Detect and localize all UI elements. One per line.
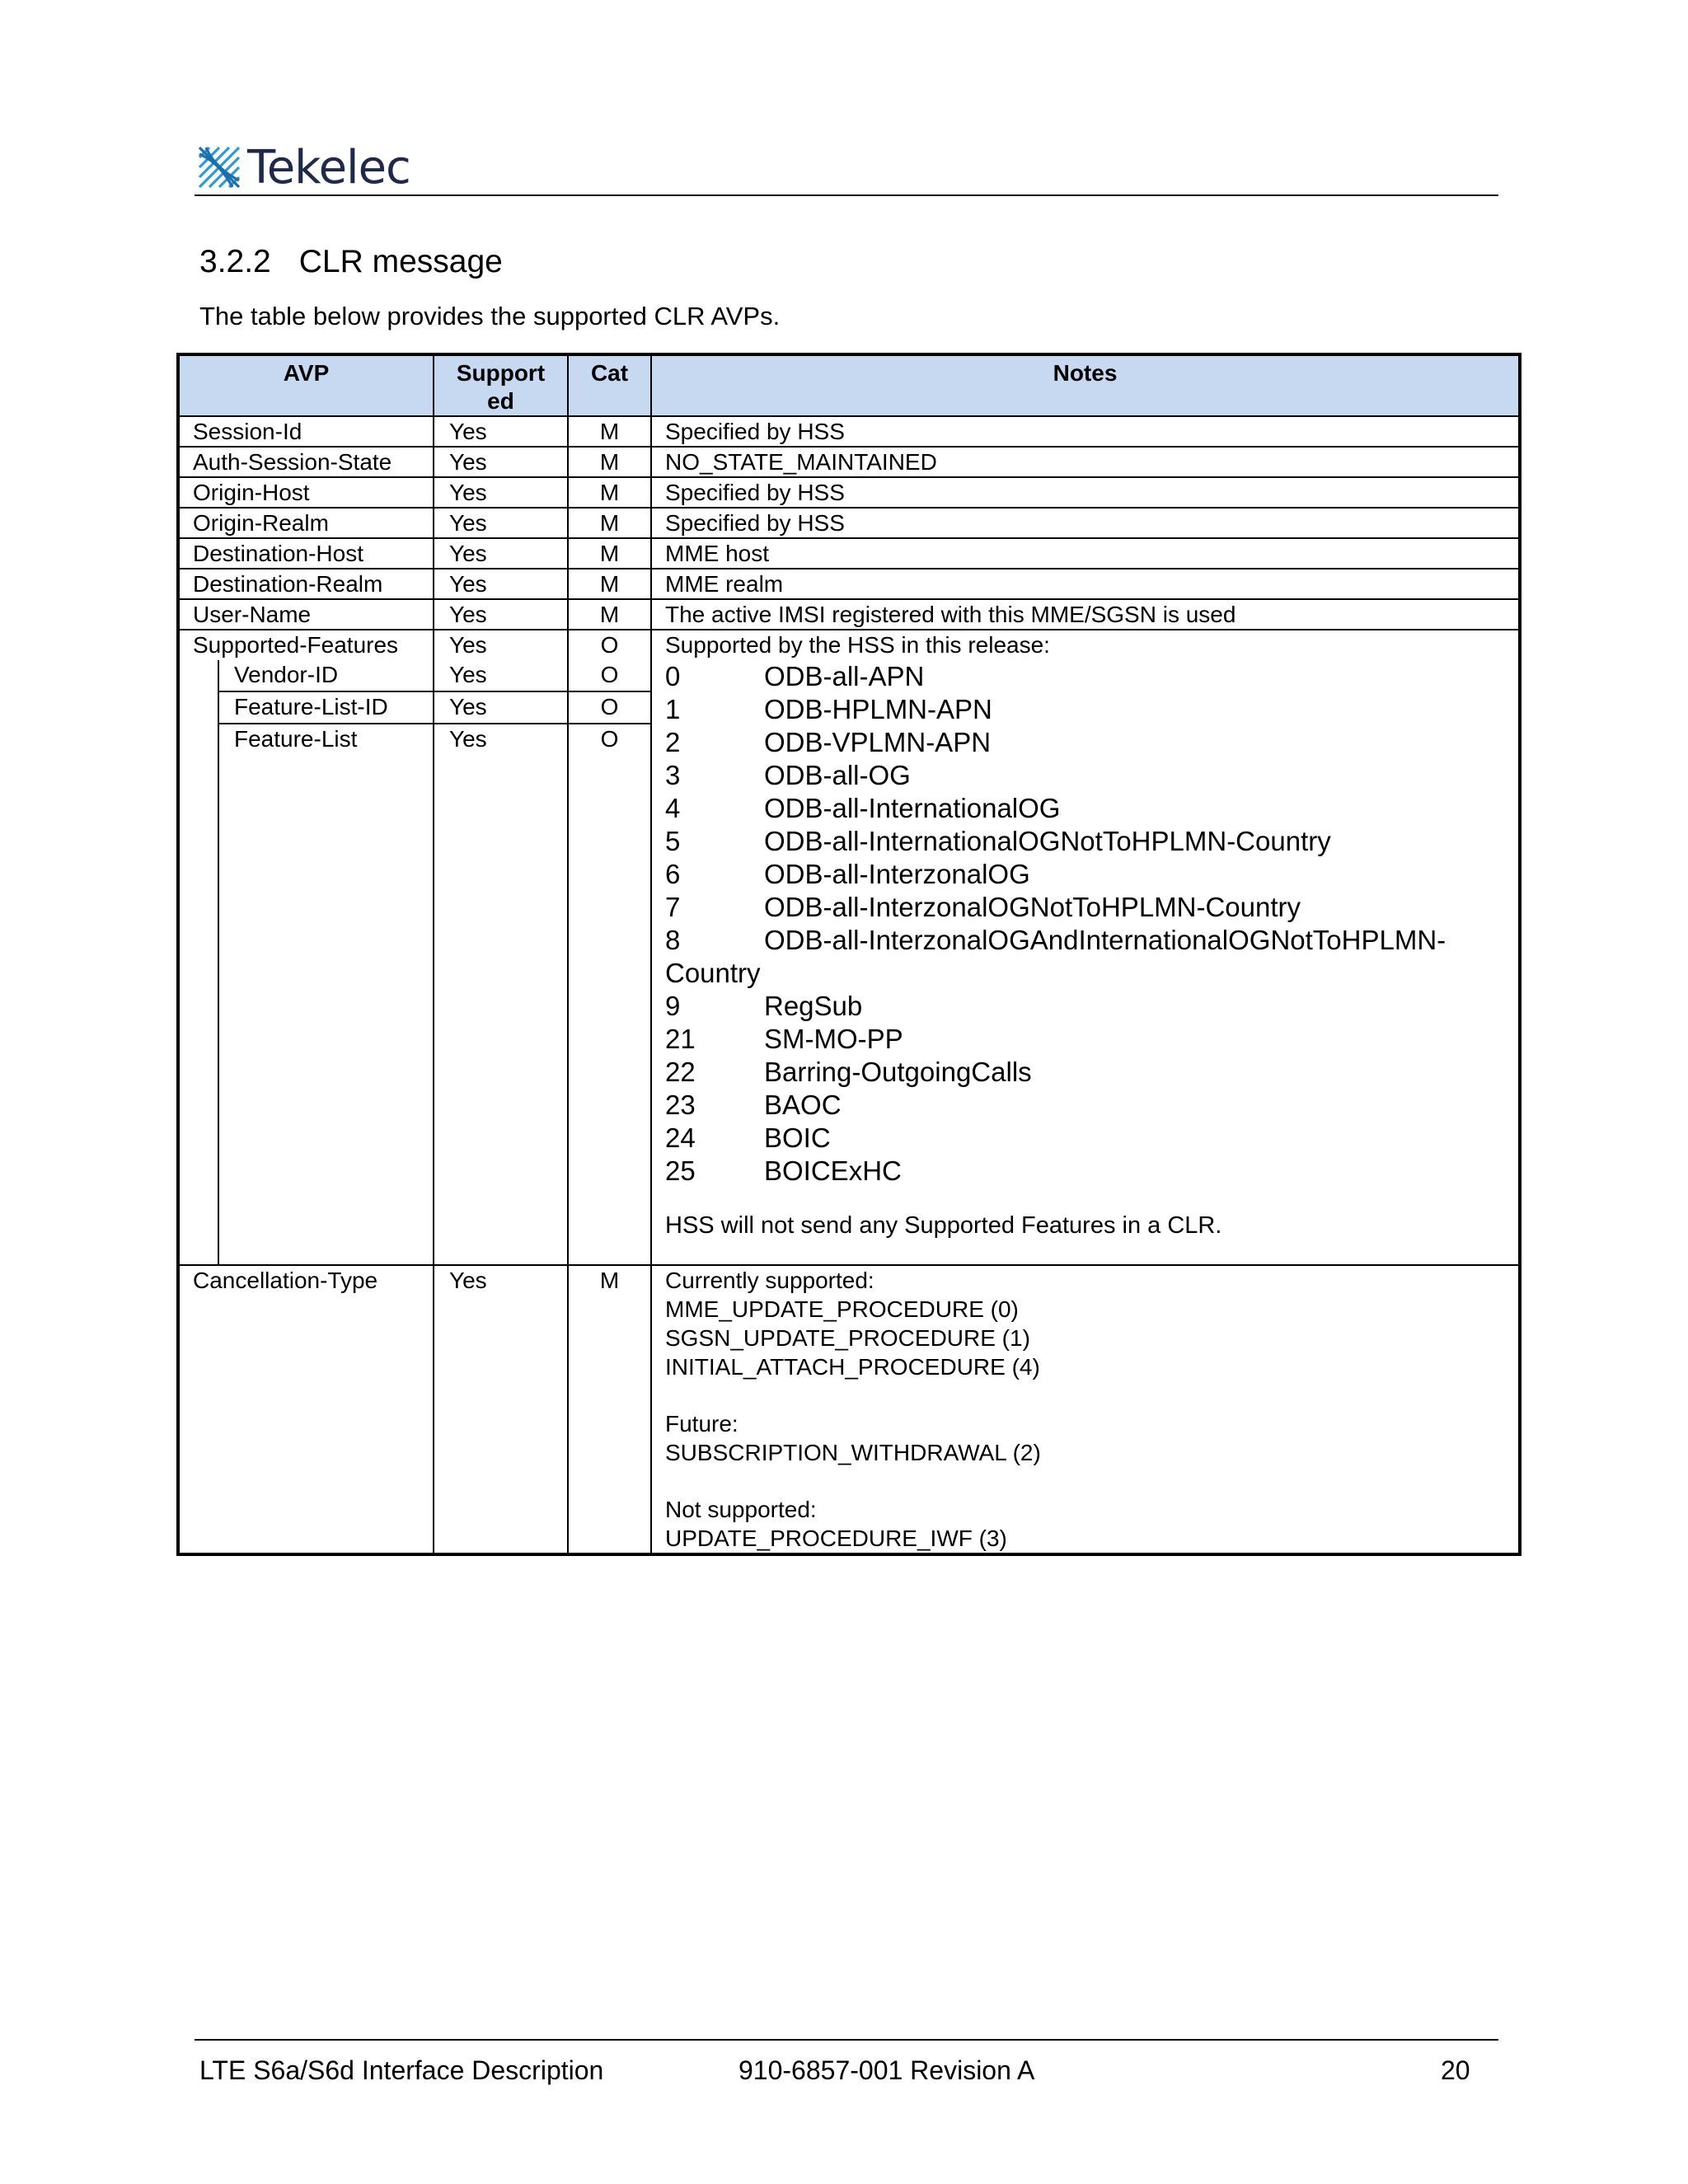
avp-cell: User-Name <box>178 599 434 630</box>
avp-cell: Origin-Host <box>178 477 434 508</box>
notes-cell <box>651 1265 1520 1554</box>
future-label: Future: <box>665 1411 738 1436</box>
feature-item <box>665 693 1518 726</box>
table-row <box>178 508 1520 538</box>
feature-item <box>665 825 1518 858</box>
notes-cell: The active IMSI registered with this MME/SGSN is used <box>651 599 1520 630</box>
cat-cell: M <box>568 1265 651 1554</box>
feature-name: RegSub <box>764 991 863 1021</box>
avp-name: Supported-Features <box>193 632 399 658</box>
notes-cell <box>651 630 1520 1265</box>
cat-cell: M <box>568 416 651 447</box>
section-heading <box>199 244 503 280</box>
sub-avp-cat: O <box>600 726 619 752</box>
sub-avp-name: Feature-List-ID <box>219 692 433 724</box>
feature-code: 23 <box>665 1090 696 1120</box>
feature-name: ODB-all-APN <box>764 661 925 691</box>
feature-code: 1 <box>665 694 681 724</box>
avp-cell: Destination-Host <box>178 538 434 569</box>
sub-supported-list <box>434 660 567 755</box>
feature-code: 5 <box>665 826 681 856</box>
future-item: SUBSCRIPTION_WITHDRAWAL (2) <box>665 1440 1041 1465</box>
supported-cell: Yes <box>434 477 568 508</box>
cat-cell: M <box>568 447 651 477</box>
sub-avp-name: Vendor-ID <box>219 660 433 692</box>
sub-avp-supported: Yes <box>434 692 567 724</box>
sub-cat-list <box>569 660 650 755</box>
feature-item <box>665 726 1518 759</box>
avp-cell <box>178 630 434 1265</box>
feature-name: BOIC <box>764 1122 831 1153</box>
avp-cell: Destination-Realm <box>178 569 434 599</box>
cat-cell: M <box>568 508 651 538</box>
feature-name: ODB-all-InterzonalOGAndInternationalOGNotToHPLMN- <box>764 925 1447 955</box>
feature-code: 24 <box>665 1122 696 1153</box>
tekelec-logo-icon <box>198 146 241 189</box>
notes-cell: Specified by HSS <box>651 508 1520 538</box>
company-logo <box>198 140 410 194</box>
feature-name: BOICExHC <box>764 1155 902 1186</box>
feature-item <box>665 990 1518 1023</box>
currently-item: SGSN_UPDATE_PROCEDURE (1) <box>665 1325 1030 1351</box>
table-row <box>178 569 1520 599</box>
feature-name: ODB-HPLMN-APN <box>764 694 992 724</box>
feature-name: ODB-all-InternationalOG <box>764 793 1061 823</box>
currently-item: INITIAL_ATTACH_PROCEDURE (4) <box>665 1354 1040 1380</box>
supported-cell: Yes <box>434 569 568 599</box>
table-row <box>178 538 1520 569</box>
table-row-cancellation-type <box>178 1265 1520 1554</box>
features-closing-note: HSS will not send any Supported Features in a CLR. <box>665 1212 1222 1239</box>
feature-name: ODB-VPLMN-APN <box>764 727 992 757</box>
section-title: CLR message <box>298 244 503 279</box>
supported-value: Yes <box>449 632 487 658</box>
feature-name: Barring-OutgoingCalls <box>764 1057 1032 1087</box>
feature-code: 4 <box>665 793 681 823</box>
feature-name: ODB-all-OG <box>764 760 911 790</box>
logo-text: Tekelec <box>247 140 410 194</box>
feature-item <box>665 1122 1518 1155</box>
supported-cell: Yes <box>434 1265 568 1554</box>
avp-cell: Cancellation-Type <box>178 1265 434 1554</box>
supported-cell: Yes <box>434 447 568 477</box>
currently-label: Currently supported: <box>665 1268 874 1293</box>
header-avp: AVP <box>178 354 434 416</box>
feature-item <box>665 759 1518 792</box>
supported-cell: Yes <box>434 416 568 447</box>
footer-divider <box>195 2039 1498 2041</box>
cat-cell: M <box>568 477 651 508</box>
feature-item <box>665 792 1518 825</box>
table-row <box>178 447 1520 477</box>
feature-code: 22 <box>665 1057 696 1087</box>
feature-code: 9 <box>665 991 681 1021</box>
currently-item: MME_UPDATE_PROCEDURE (0) <box>665 1296 1019 1322</box>
not-supported-label: Not supported: <box>665 1497 817 1522</box>
table-row <box>178 416 1520 447</box>
table-header-row <box>178 354 1520 416</box>
footer-doc-title: LTE S6a/S6d Interface Description <box>199 2055 604 2085</box>
clr-avp-table <box>176 353 1522 1556</box>
cat-value: O <box>600 632 619 658</box>
sub-avp-cat: O <box>569 660 650 692</box>
feature-code: 2 <box>665 727 681 757</box>
notes-cell: MME realm <box>651 569 1520 599</box>
supported-cell: Yes <box>434 538 568 569</box>
feature-item <box>665 1023 1518 1056</box>
sub-avp-name: Feature-List <box>234 726 358 752</box>
feature-name: BAOC <box>764 1090 842 1120</box>
avp-cell: Auth-Session-State <box>178 447 434 477</box>
feature-code: 3 <box>665 760 681 790</box>
feature-item <box>665 1155 1518 1188</box>
header-divider <box>195 194 1498 196</box>
notes-cell: Specified by HSS <box>651 416 1520 447</box>
table-row-supported-features <box>178 630 1520 1265</box>
feature-code: 7 <box>665 892 681 922</box>
feature-name: ODB-all-InterzonalOGNotToHPLMN-Country <box>764 892 1301 922</box>
header-cat: Cat <box>568 354 651 416</box>
header-notes: Notes <box>651 354 1520 416</box>
header-supported: Support ed <box>434 354 568 416</box>
notes-cell: NO_STATE_MAINTAINED <box>651 447 1520 477</box>
feature-name: SM-MO-PP <box>764 1024 903 1054</box>
feature-item <box>665 660 1518 693</box>
feature-item <box>665 924 1518 957</box>
feature-code: 6 <box>665 859 681 889</box>
sub-avp-supported: Yes <box>449 726 487 752</box>
table-row <box>178 599 1520 630</box>
feature-list <box>665 660 1518 1188</box>
feature-name: ODB-all-InterzonalOG <box>764 859 1030 889</box>
not-supported-item: UPDATE_PROCEDURE_IWF (3) <box>665 1526 1007 1551</box>
intro-text: The table below provides the supported CLR AVPs. <box>199 302 781 330</box>
footer-page-number: 20 <box>1441 2055 1470 2085</box>
notes-cell: Specified by HSS <box>651 477 1520 508</box>
cat-cell: M <box>568 599 651 630</box>
avp-cell: Origin-Realm <box>178 508 434 538</box>
feature-item <box>665 1089 1518 1122</box>
sub-avp-list <box>218 660 433 1264</box>
notes-cell: MME host <box>651 538 1520 569</box>
feature-name: ODB-all-InternationalOGNotToHPLMN-Country <box>764 826 1331 856</box>
table-row <box>178 477 1520 508</box>
cat-cell: M <box>568 569 651 599</box>
feature-code: 8 <box>665 925 681 955</box>
feature-code: 21 <box>665 1024 696 1054</box>
feature-code: 25 <box>665 1155 696 1186</box>
cat-cell <box>568 630 651 1265</box>
avp-cell: Session-Id <box>178 416 434 447</box>
feature-item <box>665 1056 1518 1089</box>
cat-cell: M <box>568 538 651 569</box>
feature-item <box>665 858 1518 891</box>
feature-name-continuation: Country <box>665 958 761 988</box>
section-number: 3.2.2 <box>199 244 271 279</box>
supported-cell <box>434 630 568 1265</box>
supported-cell: Yes <box>434 508 568 538</box>
supported-cell: Yes <box>434 599 568 630</box>
feature-code: 0 <box>665 661 681 691</box>
footer-doc-number: 910-6857-001 Revision A <box>738 2055 1035 2085</box>
sub-avp-supported: Yes <box>434 660 567 692</box>
features-intro: Supported by the HSS in this release: <box>665 632 1050 658</box>
sub-avp-cat: O <box>569 692 650 724</box>
feature-item <box>665 891 1518 924</box>
